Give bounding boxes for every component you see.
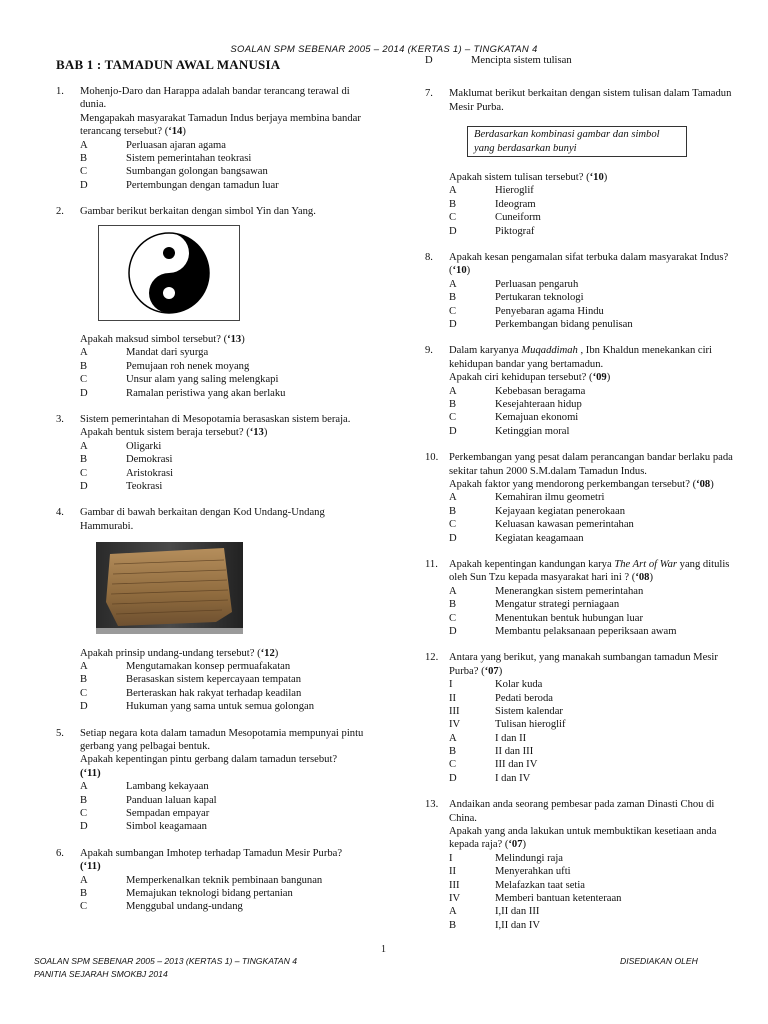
option-a: A I dan II bbox=[449, 732, 527, 744]
question-number: 7. bbox=[425, 88, 433, 100]
option-a: A Oligarki bbox=[80, 440, 162, 452]
option-d: D Ramalan peristiwa yang akan berlaku bbox=[80, 387, 286, 399]
year-tag: ‘07 bbox=[484, 665, 499, 677]
question-10 bbox=[425, 451, 740, 545]
page-header: SOALAN SPM SEBENAR 2005 – 2014 (KERTAS 1) – TINGKATAN 4 bbox=[230, 44, 538, 55]
question-stem: Mohenjo-Daro dan Harappa adalah bandar terancang terawal di dunia. bbox=[80, 86, 350, 111]
year-tag: ‘13 bbox=[227, 334, 242, 345]
question-stem: Andaikan anda seorang pembesar pada zaman Dinasti Chou di China. bbox=[449, 799, 715, 824]
question-stem: Antara yang berikut, yang manakah sumbangan tamadun Mesir Purba? (‘07) bbox=[449, 652, 718, 677]
question-7 bbox=[425, 87, 740, 238]
question-prompt: Apakah sistem tulisan tersebut? (‘10) bbox=[449, 172, 608, 184]
question-number: 10. bbox=[425, 452, 439, 464]
option-b: B II dan III bbox=[449, 746, 534, 758]
question-1 bbox=[56, 85, 374, 192]
option-c: C Menentukan bentuk hubungan luar bbox=[449, 612, 643, 624]
question-stem: Gambar berikut berkaitan dengan simbol Yin dan Yang. bbox=[80, 206, 316, 218]
question-number: 11. bbox=[425, 558, 438, 570]
statement-ii: II Menyerahkan ufti bbox=[449, 866, 571, 878]
option-d: D I dan IV bbox=[449, 772, 531, 784]
option-c: C Unsur alam yang saling melengkapi bbox=[80, 374, 279, 386]
info-box: Berdasarkan kombinasi gambar dan simbol yang berdasarkan bunyi bbox=[467, 126, 687, 157]
option-c: C III dan IV bbox=[449, 759, 538, 771]
option-c: C Keluasan kawasan pemerintahan bbox=[449, 519, 634, 531]
option-c: C Sempadan empayar bbox=[80, 807, 210, 819]
question-stem: Perkembangan yang pesat dalam perancangan bandar berlaku pada sekitar tahun 2000 S.M.dalam Tamadun Indus. bbox=[449, 452, 733, 477]
question-prompt: Mengapakah masyarakat Tamadun Indus berjaya membina bandar terancang tersebut? (‘14) bbox=[80, 112, 361, 138]
question-number: 9. bbox=[425, 345, 433, 357]
footer-left-line2: PANITIA SEJARAH SMOKBJ 2014 bbox=[34, 969, 168, 979]
hammurabi-tablet-image bbox=[96, 542, 243, 634]
option-b: B Pemujaan roh nenek moyang bbox=[80, 360, 250, 372]
question-8 bbox=[425, 251, 740, 331]
question-13 bbox=[425, 798, 740, 932]
question-12 bbox=[425, 651, 740, 785]
question-prompt: Apakah prinsip undang-undang tersebut? (‘12) bbox=[80, 647, 279, 659]
year-tag: ‘08 bbox=[635, 572, 650, 584]
option-a: A Memperkenalkan teknik pembinaan bangunan bbox=[80, 874, 323, 886]
option-c: C Menggubal undang-undang bbox=[80, 901, 243, 913]
option-b: B Panduan laluan kapal bbox=[80, 794, 217, 806]
option-d: D Teokrasi bbox=[80, 480, 163, 492]
year-tag: ‘07 bbox=[508, 839, 523, 851]
option-a: A Kebebasan beragama bbox=[449, 385, 586, 397]
option-c: C Aristokrasi bbox=[80, 467, 174, 479]
option-d: D Ketinggian moral bbox=[449, 425, 570, 437]
question-number: 5. bbox=[56, 727, 64, 739]
option-d: D Kegiatan keagamaan bbox=[449, 532, 584, 544]
option-c: C Penyebaran agama Hindu bbox=[449, 305, 604, 317]
option-c: C Sumbangan golongan bangsawan bbox=[80, 166, 268, 178]
option-b: B Kejayaan kegiatan penerokaan bbox=[449, 505, 625, 517]
option-c: C Cuneiform bbox=[449, 212, 541, 224]
question-prompt: Apakah ciri kehidupan tersebut? (‘09) bbox=[449, 372, 611, 384]
option-a: A I,II dan III bbox=[449, 906, 540, 918]
option-a: A Mandat dari syurga bbox=[80, 347, 209, 359]
question-stem: Sistem pemerintahan di Mesopotamia berasaskan sistem beraja. bbox=[80, 413, 351, 425]
question-stem: Apakah kepentingan kandungan karya The Art of War yang ditulis oleh Sun Tzu kepada masyarakat hari ini ? (‘08) bbox=[449, 558, 730, 584]
option-a: A Perluasan ajaran agama bbox=[80, 139, 226, 151]
option-d: D Pertembungan dengan tamadun luar bbox=[80, 179, 279, 191]
option-c: C Kemajuan ekonomi bbox=[449, 412, 579, 424]
question-prompt: Apakah kepentingan pintu gerbang dalam tamadun tersebut? bbox=[80, 754, 338, 766]
option-a: A Kemahiran ilmu geometri bbox=[449, 492, 605, 504]
option-b: B Kesejahteraan hidup bbox=[449, 398, 582, 410]
option-d: D Mencipta sistem tulisan bbox=[425, 55, 572, 66]
question-number: 2. bbox=[56, 206, 64, 218]
question-number: 6. bbox=[56, 847, 64, 859]
option-b: B Memajukan teknologi bidang pertanian bbox=[80, 887, 293, 899]
statement-iv: IV Memberi bantuan ketenteraan bbox=[449, 893, 622, 905]
option-b: B Ideogram bbox=[449, 198, 536, 210]
left-column bbox=[56, 85, 374, 927]
year-tag: (‘11) bbox=[80, 861, 101, 873]
option-b: B Pertukaran teknologi bbox=[449, 292, 584, 304]
question-prompt: Apakah yang anda lakukan untuk membuktikan kesetiaan anda kepada raja? (‘07) bbox=[449, 826, 717, 851]
option-a: A Perluasan pengaruh bbox=[449, 278, 579, 290]
option-d: D Perkembangan bidang penulisan bbox=[449, 318, 633, 330]
year-tag: (‘11) bbox=[80, 767, 101, 779]
year-tag: ‘10 bbox=[589, 172, 604, 184]
question-5 bbox=[56, 727, 374, 834]
question-prompt: Apakah bentuk sistem beraja tersebut? (‘13) bbox=[80, 427, 268, 439]
option-b: B Sistem pemerintahan teokrasi bbox=[80, 153, 252, 165]
question-stem: Setiap negara kota dalam tamadun Mesopotamia mempunyai pintu gerbang yang pelbagai bentuk. bbox=[80, 727, 364, 752]
option-a: A Lambang kekayaan bbox=[80, 781, 209, 793]
question-number: 4. bbox=[56, 507, 64, 519]
question-11 bbox=[425, 558, 740, 638]
question-6-continued bbox=[425, 54, 740, 67]
question-9 bbox=[425, 344, 740, 438]
question-number: 1. bbox=[56, 86, 64, 97]
option-b: B Berasaskan sistem kepercayaan tempatan bbox=[80, 674, 302, 686]
option-b: B I,II dan IV bbox=[449, 919, 541, 931]
footer-right: DISEDIAKAN OLEH bbox=[620, 956, 698, 966]
statement-ii: II Pedati beroda bbox=[449, 692, 553, 704]
statement-i: I Kolar kuda bbox=[449, 679, 543, 691]
question-prompt: Apakah maksud simbol tersebut? (‘13) bbox=[80, 334, 245, 345]
option-b: B Demokrasi bbox=[80, 454, 173, 466]
question-number: 8. bbox=[425, 251, 433, 263]
question-stem: Apakah kesan pengamalan sifat terbuka dalam masyarakat Indus? (‘10) bbox=[449, 251, 729, 277]
chapter-title: BAB 1 : TAMADUN AWAL MANUSIA bbox=[56, 57, 281, 72]
option-d: D Simbol keagamaan bbox=[80, 821, 207, 833]
yin-yang-image bbox=[98, 225, 240, 321]
question-3 bbox=[56, 413, 374, 493]
question-stem: Dalam karyanya Muqaddimah , Ibn Khaldun menekankan ciri kehidupan bandar yang bertamadun. bbox=[449, 345, 713, 370]
option-a: A Mengutamakan konsep permuafakatan bbox=[80, 660, 291, 672]
question-number: 12. bbox=[425, 652, 439, 664]
option-c: C Berteraskan hak rakyat terhadap keadilan bbox=[80, 687, 302, 699]
page-number: 1 bbox=[381, 944, 386, 955]
right-column bbox=[425, 54, 740, 945]
option-d: D Hukuman yang sama untuk semua golongan bbox=[80, 701, 315, 713]
year-tag: ‘14 bbox=[168, 126, 183, 138]
question-stem: Gambar di bawah berkaitan dengan Kod Undang-Undang Hammurabi. bbox=[80, 507, 325, 532]
option-a: A Menerangkan sistem pemerintahan bbox=[449, 585, 644, 597]
option-b: B Mengatur strategi perniagaan bbox=[449, 599, 620, 611]
year-tag: ‘08 bbox=[696, 478, 711, 490]
option-d: D Membantu pelaksanaan peperiksaan awam bbox=[449, 625, 677, 637]
question-4 bbox=[56, 506, 374, 713]
option-a: A Hieroglif bbox=[449, 185, 534, 197]
question-number: 3. bbox=[56, 413, 64, 425]
year-tag: ‘09 bbox=[592, 372, 607, 384]
question-2 bbox=[56, 205, 374, 400]
question-prompt: Apakah faktor yang mendorong perkembangan tersebut? (‘08) bbox=[449, 478, 714, 490]
year-tag: ‘12 bbox=[260, 647, 275, 659]
statement-iv: IV Tulisan hieroglif bbox=[449, 719, 566, 731]
question-number: 13. bbox=[425, 799, 439, 811]
question-6 bbox=[56, 847, 374, 914]
year-tag: ‘10 bbox=[452, 265, 467, 277]
statement-iii: III Sistem kalendar bbox=[449, 705, 563, 717]
statement-iii: III Melafazkan taat setia bbox=[449, 879, 585, 891]
question-stem: Apakah sumbangan Imhotep terhadap Tamadun Mesir Purba? bbox=[80, 847, 343, 859]
year-tag: ‘13 bbox=[249, 427, 264, 439]
statement-i: I Melindungi raja bbox=[449, 852, 563, 864]
question-stem: Maklumat berikut berkaitan dengan sistem tulisan dalam Tamadun Mesir Purba. bbox=[449, 88, 732, 113]
option-d: D Piktograf bbox=[449, 225, 535, 237]
footer-left-line1: SOALAN SPM SEBENAR 2005 – 2013 (KERTAS 1) – TINGKATAN 4 bbox=[34, 956, 298, 966]
